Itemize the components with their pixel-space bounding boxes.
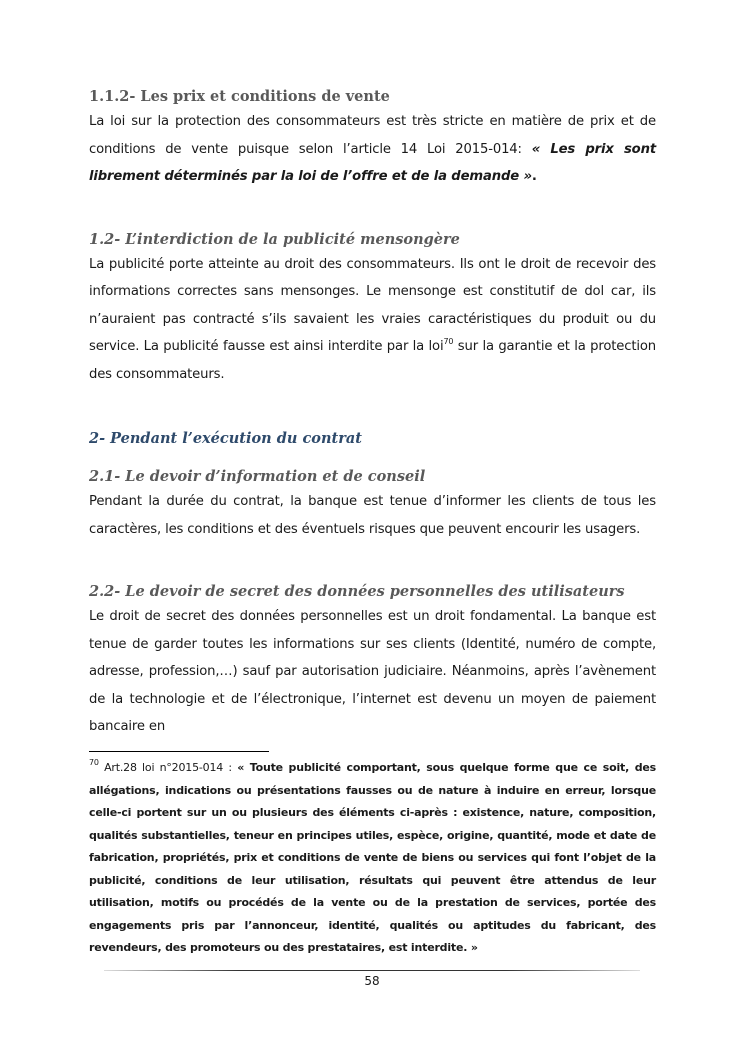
- page-number: 58: [364, 974, 380, 988]
- paragraph-prices-text: La loi sur la protection des consommateurs est très stricte en matière de prix et de conditions de vente puisque selon l’article 14 Loi 2015-014:: [89, 114, 656, 157]
- quote-prices: « Les prix sont librement déterminés par la loi de l’offre et de la demande »: [89, 141, 656, 184]
- paragraph-advertising-end: sur la garantie et la protection des consommateurs.: [89, 339, 656, 382]
- heading-1-1-2: 1.1.2- Les prix et conditions de vente: [89, 88, 390, 105]
- paragraph-secret: Le droit de secret des données personnelles est un droit fondamental. La banque est tenue de garder toutes les informations sur ses clients (Identité, numéro de compte, adresse, profession,…) sauf par autorisation judiciaire. Néanmoins, après l’avènement de la technologie et de l’électronique, l’internet est devenu un moyen de paiement bancaire en: [89, 609, 656, 734]
- footnote-quote: « Toute publicité comportant, sous quelque forme que ce soit, des allégations, indications ou présentations fausses ou de nature à induire en erreur, lorsque celle-ci portent sur un ou plusieurs des éléments ci-après : existence, nature, composition, qualités substantielles, teneur en principes utiles, espèce, origine, quantité, mode et date de fabrication, propriétés, prix et conditions de vente de biens ou services qui font l’objet de la publicité, conditions de leur utilisation, résultats qui peuvent être attendus de leur utilisation, motifs ou procédés de la vente ou de la prestation de services, portée des engagements pris par l’annonceur, identité, qualités ou aptitudes du fabricant, des revendeurs, des promoteurs ou des prestataires, est interdite. »: [89, 761, 656, 954]
- paragraph-prices-end: .: [531, 169, 537, 184]
- heading-2-2: 2.2- Le devoir de secret des données personnelles des utilisateurs: [89, 583, 625, 600]
- paragraph-advertising: [89, 251, 656, 389]
- footnote: [89, 757, 656, 960]
- page-body: [89, 86, 656, 741]
- paragraph-prices: [89, 108, 656, 191]
- footnote-separator: [89, 751, 269, 752]
- paragraph-advertising-text: La publicité porte atteinte au droit des consommateurs. Ils ont le droit de recevoir des informations correctes sans mensonges. Le mensonge est constitutif de dol car, ils n’auraient pas contracté s’ils savaient les vraies caractéristiques du produit ou du service. La publicité fausse est ainsi interdite par la loi: [89, 256, 656, 354]
- paragraph-information: Pendant la durée du contrat, la banque est tenue d’informer les clients de tous les caractères, les conditions et des éventuels risques que peuvent encourir les usagers.: [89, 494, 656, 537]
- footnote-reference[interactable]: 70: [443, 337, 454, 346]
- heading-1-2: 1.2- L’interdiction de la publicité mensongère: [89, 230, 460, 248]
- heading-2-1: 2.1- Le devoir d’information et de conseil: [89, 468, 426, 485]
- footnote-number: 70: [89, 758, 99, 767]
- heading-2: 2- Pendant l’exécution du contrat: [89, 430, 362, 447]
- footer-divider: [104, 970, 640, 971]
- footnote-label: Art.28 loi n°2015-014 :: [98, 761, 238, 774]
